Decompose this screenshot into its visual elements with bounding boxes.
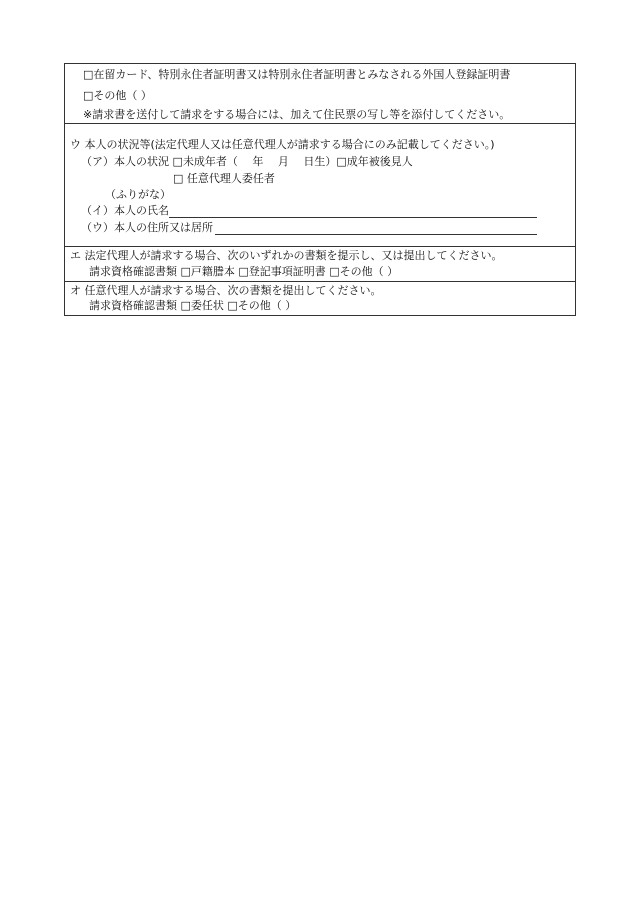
residence-card-checkbox-label[interactable]: □在留カード、特別永住者証明書又は特別永住者証明書とみなされる外国人登録証明書	[83, 68, 511, 81]
principal-status-line[interactable]: （ア）本人の状況 □未成年者（ 年 月 日生）□成年被後見人	[81, 155, 413, 168]
request-form	[64, 63, 576, 316]
furigana-label: （ふりがな）	[105, 188, 171, 201]
mailing-note: ※請求書を送付して請求をする場合には、加えて住民票の写し等を添付してください。	[83, 108, 511, 121]
other-document-checkbox-label[interactable]: □その他（ ）	[83, 89, 152, 102]
principal-status-heading: ウ 本人の状況等(法定代理人又は任意代理人が請求する場合にのみ記載してください。)	[70, 138, 495, 151]
principal-address-field[interactable]	[215, 234, 537, 235]
voluntary-agent-delegator-checkbox-label[interactable]: □ 任意代理人委任者	[173, 172, 275, 185]
id-documents-section	[64, 63, 576, 124]
voluntary-agent-section	[64, 282, 576, 316]
principal-status-section	[64, 124, 576, 247]
principal-name-field[interactable]	[169, 217, 537, 218]
voluntary-agent-document-options[interactable]: 請求資格確認書類 □委任状 □その他（ ）	[89, 299, 297, 312]
principal-address-label: （ウ）本人の住所又は居所	[81, 221, 213, 234]
principal-name-label: （イ）本人の氏名	[81, 204, 169, 217]
voluntary-agent-heading: オ 任意代理人が請求する場合、次の書類を提出してください。	[70, 284, 382, 297]
legal-agent-document-options[interactable]: 請求資格確認書類 □戸籍謄本 □登記事項証明書 □その他（ ）	[89, 265, 399, 278]
legal-agent-section	[64, 247, 576, 282]
legal-agent-heading: エ 法定代理人が請求する場合、次のいずれかの書類を提示し、又は提出してください。	[70, 249, 503, 262]
